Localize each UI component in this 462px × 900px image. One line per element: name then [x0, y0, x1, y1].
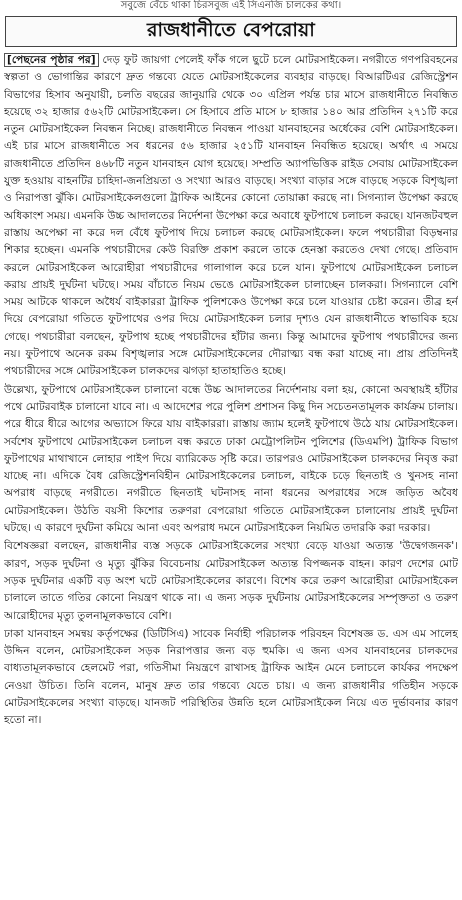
- article-body: [4, 52, 458, 892]
- headline: রাজধানীতে বেপরোয়া: [147, 18, 315, 41]
- continued-from-label: [পেছনের পৃষ্ঠার পর]: [4, 53, 99, 67]
- article-paragraph-1: [4, 52, 458, 381]
- article-paragraph-4: ঢাকা যানবাহন সমন্বয় কর্তৃপক্ষের (ডিটিসিএ) সাবেক নির্বাহী পরিচালক পরিবহন বিশেষজ্ঞ ড. এস এম সালেহ উদ্দিন বলেন, মোটরসাইকেল সড়ক নিরাপত্তার জন্য বড় হুমকি। এ জন্য এসব যানবাহনের চালকদের বাধ্যতামূলকভাবে হেলমেট পরা, গতিসীমা নিয়ন্ত্রণে রাখাসহ ট্রাফিক আইন মেনে চলাচলে কার্যকর পদক্ষেপ নেওয়া উচিত। তিনি বলেন, মানুষ দ্রুত তার গন্তব্যে যেতে চায়। এ জন্য রাজধানীর গতিহীন সড়কে মোটরসাইকেলের সংখ্যা বাড়ছে। যানজট পরিস্থিতির উন্নতি হলে মোটরসাইকেল নিয়ে এত দুর্ভাবনার কারণ হতো না।: [4, 627, 458, 727]
- article-paragraph-3: বিশেষজ্ঞরা বলছেন, রাজধানীর ব্যস্ত সড়কে মোটরসাইকেলের সংখ্যা বেড়ে যাওয়া অত্যন্ত 'উদ্বেগজনক'। কারণ, সড়ক দুর্ঘটনা ও মৃত্যু ঝুঁকির বিবেচনায় মোটরসাইকেল অত্যন্ত বিপজ্জনক বাহন। কারণ দেশের মোট সড়ক দুর্ঘটনার একটি বড় অংশ ঘটে মোটরসাইকেলের কারণে। বিশেষ করে তরুণ আরোহীরা মোটরসাইকেল চালালে তাতে গতির কোনো নিয়ন্ত্রণ থাকে না। এ জন্য সড়ক দুর্ঘটনায় মোটরসাইকেলের সম্পৃক্ততা ও তরুণ আরোহীদের মৃত্যু তুলনামূলকভাবে বেশি।: [4, 540, 458, 622]
- article-paragraph-2: উল্লেখ্য, ফুটপাথে মোটরসাইকেল চালানো বন্ধে উচ্চ আদালতের নির্দেশনায় বলা হয়, কোনো অবস্থায়ই হাঁটার পথে মোটরবাইক চালানো যাবে না। এ আদেশের পরে পুলিশ প্রশাসন কিছু দিন সচেতনতামূলক কার্যক্রম চালায়। পরে ধীরে ধীরে আগের অভ্যাসে ফিরে যায় বাইকাররা। রাস্তায় জ্যাম হলেই ফুটপাথে উঠে যায় মোটরসাইকেল। সর্বশেষ ফুটপাথে মোটরসাইকেল চলাচল বন্ধ করতে ঢাকা মেট্রোপলিটন পুলিশের (ডিএমপি) ট্রাফিক বিভাগ ফুটপাথের মাথাখানে লোহার পাইপ দিয়ে ব্যারিকেড সৃষ্টি করে। তারপরও মোটরসাইকেল চালকদের নিবৃত্ত করা যাচ্ছে না। এদিকে বৈধ রেজিস্ট্রেশনবিহীন মোটরসাইকেলের চলাচল, বাইকে চড়ে ছিনতাই ও খুনসহ নানা অপরাধ বাড়ছে নগরীতে। নগরীতে ছিনতাই ঘটনাসহ নানা ধরনের অপরাধের সঙ্গে জড়িত অবৈধ মোটরসাইকেল। উঠতি বয়সী কিশোর তরুণরা বেপরোয়া গতিতে মোটরসাইকেল চালানোয় প্রায়ই দুর্ঘটনা ঘটছে। এ কারণে দুর্ঘটনা কমিয়ে আনা এবং অপরাধ দমনে মোটরসাইকেল নিয়মিত তদারকি করা দরকার।: [4, 383, 458, 535]
- article-paragraph-1-text: দেড় ফুট জায়গা পেলেই ফাঁক গলে ছুটে চলে মোটরসাইকেল। নগরীতে গণপরিবহনের স্বল্পতা ও ভোগান্তির কারণে দ্রুত গন্তব্যে যেতে মোটরসাইকেলের ব্যবহার বাড়ছে। বিআরটিএর রেজিস্ট্রেশন বিভাগের হিসাব অনুযায়ী, চলতি বছরের জানুয়ারি থেকে ৩০ এপ্রিল পর্যন্ত চার মাসে রাজধানীতে নিবন্ধিত হয়েছে ৩২ হাজার ৫৬২টি মোটরসাইকেল। সে হিসাবে প্রতি মাসে ৮ হাজার ১৪০ আর প্রতিদিন ২৭১টি করে নতুন মোটরসাইকেল নিবন্ধন নিচ্ছে। রাজধানীতে নিবন্ধন পাওয়া যানবাহনের অর্ধেকের বেশি মোটরসাইকেল। এই চার মাসে রাজধানীতে সব ধরনের ৫৬ হাজার ২৫১টি যানবাহন নিবন্ধিত হয়েছে। অর্থাৎ এ সময়ে রাজধানীতে প্রতিদিন ৪৬৮টি নতুন যানবাহন যোগ হয়েছে। সম্প্রতি অ্যাপভিত্তিক রাইড সেবায় মোটরসাইকেল যুক্ত হওয়ায় বাহনটির চাহিদা-জনপ্রিয়তা ও সংখ্যা আরও বাড়ছে। সংখ্যা বাড়ার সঙ্গে বাড়ছে সড়কে বিশৃঙ্খলা ও নিরাপত্তা ঝুঁকি। মোটরসাইকেলগুলো ট্রাফিক আইনের কোনো তোয়াক্কা করছে না। সিগন্যাল উপেক্ষা করছে অধিকাংশ সময়। এমনকি উচ্চ আদালতের নির্দেশনা উপেক্ষা করে অবাধে ফুটপাথে চলাচল করছে। যানজটবহুল রাস্তায় অপেক্ষা না করে দল বেঁধে ফুটপাথ দিয়ে চলাচল করছে মোটরসাইকেল। ফলে পথচারীরা বিড়ম্বনার শিকার হচ্ছেন। এমনকি পথচারীদের কেউ বিরক্তি প্রকাশ করলে তাকে হেনস্তা করতেও দেখা গেছে। প্রতিবাদ করলে মোটরসাইকেল আরোহীরা পথচারীদের গালাগাল করে চলে যান। ফুটপাথে মোটরসাইকেল চলাচল করায় প্রায়ই দুর্ঘটনা ঘটছে। সময় বাঁচাতে নিয়ম ভেঙে মোটরসাইকেল চালাচ্ছেন চালকরা। সিগন্যালে বেশি সময় আটকে থাকলে অধৈর্য বাইকাররা ট্রাফিক পুলিশকেও উপেক্ষা করে চলে যাওয়ার চেষ্টা করেন। তীব্র হর্ন দিয়ে বেপরোয়া গতিতে ফুটপাথের ওপর দিয়ে মোটরসাইকেল চলার দৃশ্যও যেন রাজধানীতে স্বাভাবিক হয়ে গেছে। পথচারীরা বলছেন, ফুটপাথ হচ্ছে পথচারীদের হাঁটার জন্য। কিন্তু আমাদের ফুটপাথ পথচারীদের জন্য নয়। ফুটপাথে অনেক রকম বিশৃঙ্খলার সঙ্গে মোটরসাইকেলের দৌরাত্ম্য বন্ধ করা যাচ্ছে না। প্রায় প্রতিদিনই পথচারীদের সঙ্গে মোটরসাইকেল চালকদের ঝগড়া হাতাহাতিও হচ্ছে।: [4, 54, 458, 378]
- previous-article-fragment: সবুজে বেঁচে থাকা চিরসবুজ এই সিএনজি চালকের কথা।: [120, 0, 342, 11]
- headline-box: [5, 16, 457, 47]
